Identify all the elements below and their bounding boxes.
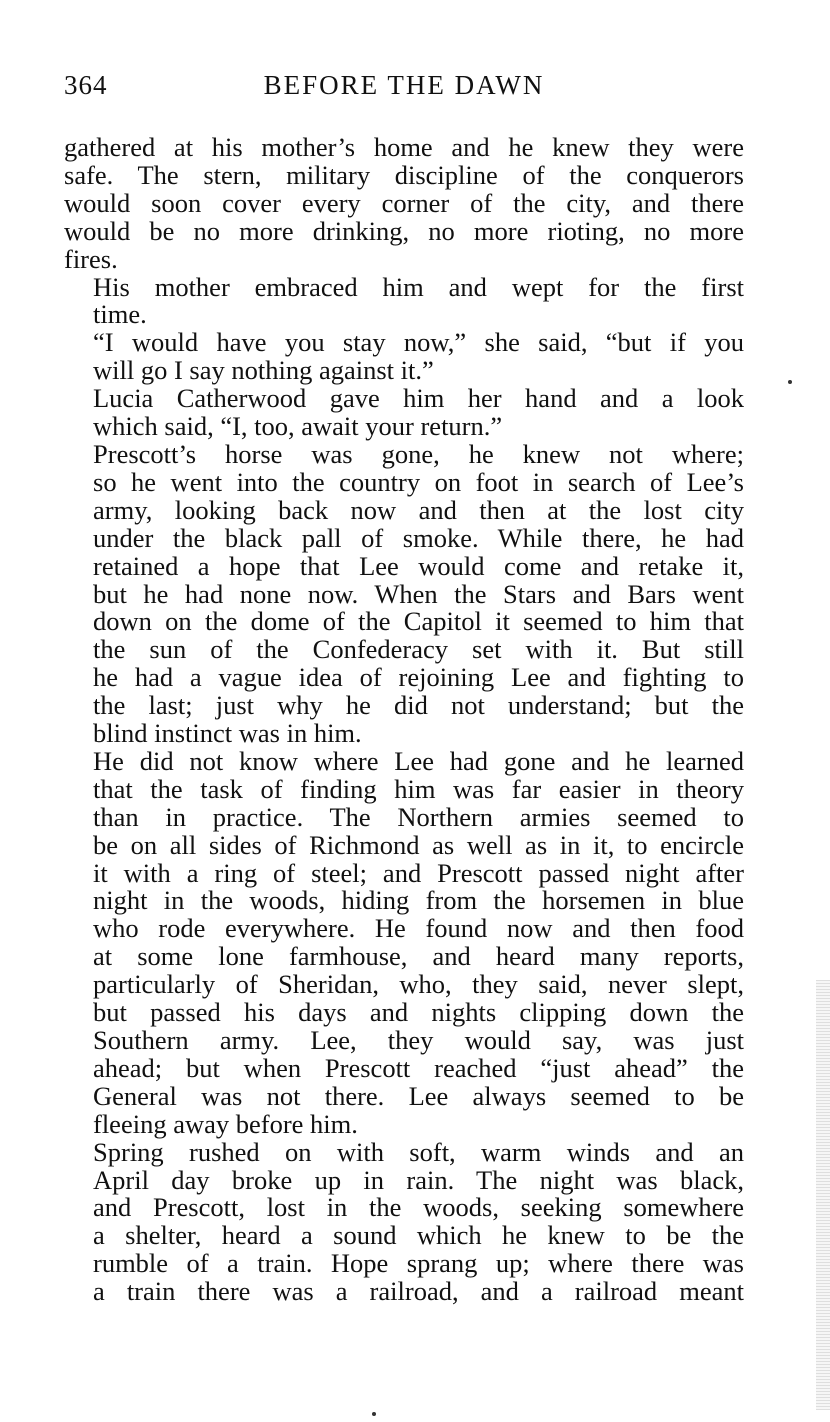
text-line: he had a vague idea of rejoining Lee and fighting to xyxy=(93,662,744,693)
text-line: Prescott’s horse was gone, he knew not where; xyxy=(93,438,744,469)
text-line: and Prescott, lost in the woods, seeking somewhere xyxy=(93,1192,744,1223)
text-line: He did not know where Lee had gone and he learned xyxy=(93,745,744,776)
paragraph xyxy=(64,271,744,330)
text-line: time. xyxy=(93,299,147,330)
text-line: Southern army. Lee, they would say, was just xyxy=(93,1025,744,1055)
text-line: which said, “I, too, await your return.” xyxy=(93,411,503,442)
text-line: the last; just why he did not understand; but the xyxy=(93,690,744,721)
text-line: under the black pall of smoke. While there, he had xyxy=(93,522,744,553)
text-line: be on all sides of Richmond as well as in it, to encircle xyxy=(93,829,744,860)
text-line: than in practice. The Northern armies seemed to xyxy=(93,801,744,832)
text-line: army, looking back now and then at the lost city xyxy=(93,494,744,525)
paragraph xyxy=(64,745,744,1139)
text-line: who rode everywhere. He found now and then food xyxy=(93,913,744,944)
paragraph xyxy=(64,134,744,274)
text-line: fires. xyxy=(64,243,118,274)
page-number: 364 xyxy=(64,70,108,100)
paragraph xyxy=(64,1136,744,1307)
text-line: would soon cover every corner of the city, and there xyxy=(64,187,744,218)
text-line: the sun of the Confederacy set with it. But still xyxy=(93,634,744,665)
text-line: Lucia Catherwood gave him her hand and a look xyxy=(93,383,744,414)
text-line: gathered at his mother’s home and he knew they were xyxy=(64,132,744,162)
text-line: rumble of a train. Hope sprang up; where there was xyxy=(93,1248,744,1279)
text-line: April day broke up in rain. The night was black, xyxy=(93,1164,744,1195)
text-line: blind instinct was in him. xyxy=(93,718,362,749)
text-line: fleeing away before him. xyxy=(93,1108,358,1139)
text-line: a train there was a railroad, and a railroad meant xyxy=(93,1276,744,1307)
text-line: particularly of Sheridan, who, they said, never slept, xyxy=(93,969,744,1000)
text-line: would be no more drinking, no more rioting, no more xyxy=(64,215,744,246)
margin-speck xyxy=(788,380,792,384)
book-title: BEFORE THE DAWN xyxy=(263,70,545,100)
text-line: night in the woods, hiding from the horsemen in blue xyxy=(93,885,744,916)
page-edge-shadow xyxy=(816,980,830,1410)
text-line: so he went into the country on foot in search of Lee’s xyxy=(93,466,744,497)
paragraph xyxy=(64,385,744,441)
text-line: that the task of finding him was far easier in theory xyxy=(93,773,744,804)
text-line: at some lone farmhouse, and heard many reports, xyxy=(93,941,744,972)
text-line: retained a hope that Lee would come and retake it, xyxy=(93,550,744,581)
text-line: will go I say nothing against it.” xyxy=(93,355,434,386)
text-line: a shelter, heard a sound which he knew to be the xyxy=(93,1220,744,1251)
text-line: General was not there. Lee always seemed to be xyxy=(93,1080,744,1111)
paragraph xyxy=(64,438,744,749)
text-line: but passed his days and nights clipping down the xyxy=(93,997,744,1028)
text-line: His mother embraced him and wept for the first xyxy=(93,271,744,302)
text-line: ahead; but when Prescott reached “just ahead” the xyxy=(93,1052,744,1083)
text-line: Spring rushed on with soft, warm winds and an xyxy=(93,1136,744,1167)
running-head xyxy=(64,70,744,104)
text-line: safe. The stern, military discipline of the conquerors xyxy=(64,159,744,190)
text-line: “I would have you stay now,” she said, “but if you xyxy=(93,327,744,358)
bottom-speck xyxy=(372,1412,376,1416)
body-text xyxy=(64,134,744,1306)
text-line: it with a ring of steel; and Prescott passed night after xyxy=(93,857,744,888)
text-line: down on the dome of the Capitol it seemed to him that xyxy=(93,606,744,637)
paragraph xyxy=(64,329,744,385)
text-line: but he had none now. When the Stars and Bars went xyxy=(93,578,744,609)
